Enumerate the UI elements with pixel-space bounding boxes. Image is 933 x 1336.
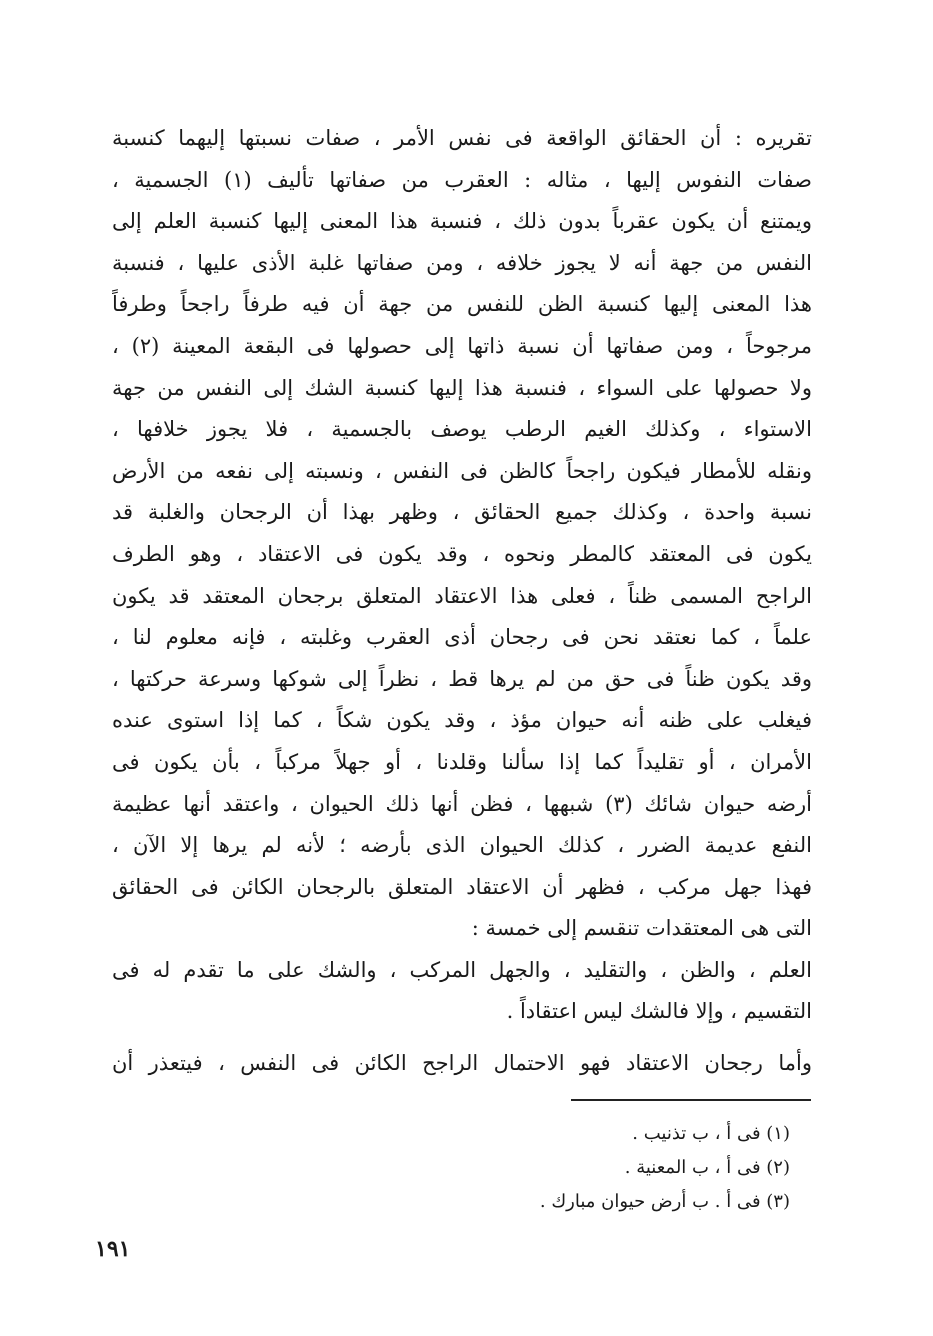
text-line: فهذا جهل مركب ، فظهر أن الاعتقاد المتعلق بالرجحان الكائن فى الحقائق — [112, 874, 812, 899]
text-line: يكون فى المعتقد كالمطر ونحوه ، وقد يكون فى الاعتقاد ، وهو الطرف — [112, 541, 812, 566]
text-line: الراجح المسمى ظناً ، فعلى هذا الاعتقاد المتعلق برجحان المعتقد قد يكون — [112, 583, 812, 608]
body-text — [112, 118, 812, 1085]
footnotes — [300, 1117, 790, 1219]
text-line: وأما رجحان الاعتقاد فهو الاحتمال الراجح الكائن فى النفس ، فيتعذر أن — [112, 1051, 812, 1076]
text-line: العلم ، والظن ، والتقليد ، والجهل المركب ، والشك على ما تقدم له فى — [112, 957, 812, 982]
footnote-divider — [571, 1099, 811, 1101]
text-line: التقسيم ، وإلا فالشك ليس اعتقاداً . — [506, 999, 812, 1024]
text-line: أرضه حيوان شائك (٣) شبهها ، فظن أنها ذلك الحيوان ، واعتقد أنها عظيمة — [112, 791, 812, 816]
text-line: الاستواء ، وكذلك الغيم الرطب يوصف بالجسمية ، فلا يجوز خلافها ، — [112, 417, 812, 442]
text-line: علماً ، كما نعتقد نحن فى رجحان أذى العقرب وغلبته ، فإنه معلوم لنا ، — [112, 625, 812, 650]
text-line: مرجوحاً ، ومن صفاتها أن نسبة ذاتها إلى حصولها فى البقعة المعينة (٢) ، — [112, 333, 812, 358]
text-line: نسبة واحدة ، وكذلك جميع الحقائق ، وظهر بهذا أن الرجحان والغلبة قد — [112, 500, 812, 525]
text-line: التى هى المعتقدات تنقسم إلى خمسة : — [471, 916, 812, 941]
text-line: هذا المعنى إليها كنسبة الظن للنفس من جهة أن فيه طرفاً راجحاً وطرفاً — [112, 292, 812, 317]
page-number: ١٩١ — [95, 1236, 131, 1262]
text-line: فيغلب على ظنه أنه حيوان مؤذ ، وقد يكون شكاً ، كما إذا استوى عنده — [112, 708, 812, 733]
text-line: الأمران ، أو تقليداً كما إذا سألنا وقلدنا ، أو جهلاً مركباً ، بأن يكون فى — [112, 749, 812, 774]
text-line: النفع عديمة الضرر ، كذلك الحيوان الذى بأرضه ؛ لأنه لم يرها إلا الآن ، — [112, 833, 812, 858]
footnote: (٣) فى أ . ب أرض حيوان مبارك . — [539, 1191, 790, 1212]
text-line: تقريره : أن الحقائق الواقعة فى نفس الأمر ، صفات نسبتها إليهما كنسبة — [112, 126, 812, 150]
text-line: صفات النفوس إليها ، مثاله : العقرب من صفاتها تأليف (١) الجسمية ، — [112, 167, 812, 192]
text-line: ويمتنع أن يكون عقرباً بدون ذلك ، فنسبة هذا المعنى إليها كنسبة العلم إلى — [112, 209, 812, 234]
text-line: ولا حصولها على السواء ، فنسبة هذا إليها كنسبة الشك إلى النفس من جهة — [112, 375, 812, 400]
text-line: وقد يكون ظناً فى حق من لم يرها قط ، نظراً إلى شوكها وسرعة حركتها ، — [112, 666, 812, 691]
footnote: (١) فى أ ، ب تذنيب . — [632, 1123, 790, 1144]
text-line: ونقله للأمطار فيكون راجحاً كالظن فى النفس ، ونسبته إلى نفعه من الأرض — [112, 458, 812, 483]
text-line: النفس من جهة أنه لا يجوز خلافه ، ومن صفاتها غلبة الأذى عليها ، فنسبة — [112, 250, 812, 275]
footnote: (٢) فى أ ، ب المعنية . — [624, 1157, 790, 1178]
